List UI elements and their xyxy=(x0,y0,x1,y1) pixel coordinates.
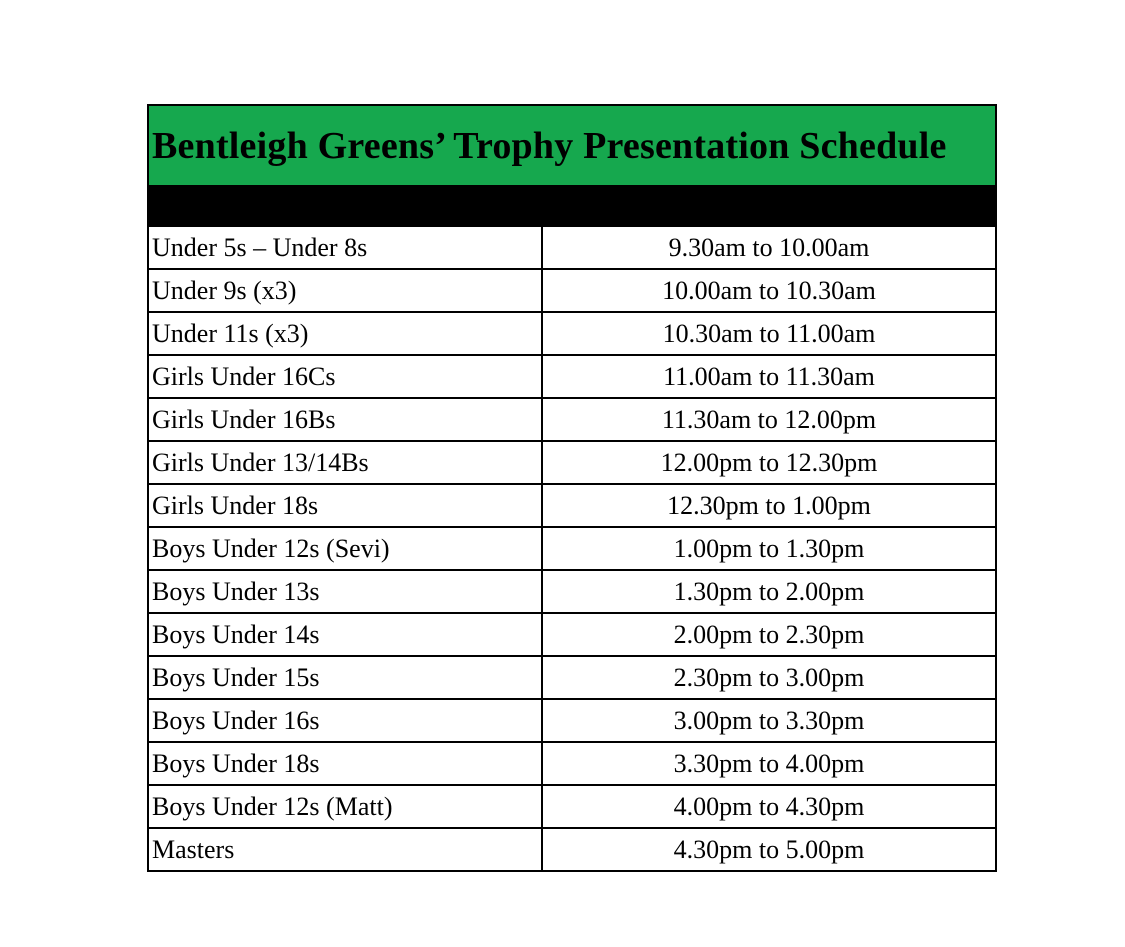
table-row xyxy=(149,311,995,354)
table-row xyxy=(149,227,995,268)
group-cell: Girls Under 18s xyxy=(149,485,543,526)
table-row xyxy=(149,268,995,311)
table-row xyxy=(149,698,995,741)
time-cell: 11.00am to 11.30am xyxy=(663,362,875,391)
time-cell: 2.30pm to 3.00pm xyxy=(673,663,865,692)
table-row xyxy=(149,526,995,569)
group-cell: Boys Under 16s xyxy=(149,700,543,741)
group-cell: Girls Under 16Bs xyxy=(149,399,543,440)
group-cell: Under 9s (x3) xyxy=(149,270,543,311)
group-cell: Boys Under 14s xyxy=(149,614,543,655)
time-cell: 11.30am to 12.00pm xyxy=(661,405,877,434)
table-row xyxy=(149,655,995,698)
group-cell: Girls Under 16Cs xyxy=(149,356,543,397)
group-cell: Boys Under 18s xyxy=(149,743,543,784)
table-row xyxy=(149,741,995,784)
time-cell: 1.30pm to 2.00pm xyxy=(673,577,865,606)
time-cell: 9.30am to 10.00am xyxy=(668,233,870,262)
schedule-rows xyxy=(149,227,995,870)
time-cell: 4.00pm to 4.30pm xyxy=(673,792,865,821)
group-cell: Boys Under 15s xyxy=(149,657,543,698)
group-cell: Masters xyxy=(149,829,543,870)
table-row xyxy=(149,612,995,655)
time-cell: 1.00pm to 1.30pm xyxy=(673,534,865,563)
time-cell: 3.30pm to 4.00pm xyxy=(673,749,865,778)
table-row xyxy=(149,569,995,612)
time-cell: 12.00pm to 12.30pm xyxy=(660,448,878,477)
time-cell: 3.00pm to 3.30pm xyxy=(673,706,865,735)
table-row xyxy=(149,483,995,526)
table-row xyxy=(149,827,995,870)
header-bar xyxy=(149,187,995,227)
table-row xyxy=(149,354,995,397)
group-cell: Boys Under 12s (Matt) xyxy=(149,786,543,827)
table-row xyxy=(149,784,995,827)
time-cell: 10.00am to 10.30am xyxy=(662,276,876,305)
title-bar xyxy=(149,106,995,187)
time-cell: 2.00pm to 2.30pm xyxy=(673,620,865,649)
group-cell: Boys Under 12s (Sevi) xyxy=(149,528,543,569)
group-cell: Girls Under 13/14Bs xyxy=(149,442,543,483)
time-cell: 10.30am to 11.00am xyxy=(662,319,876,348)
table-row xyxy=(149,440,995,483)
table-row xyxy=(149,397,995,440)
group-cell: Under 5s – Under 8s xyxy=(149,227,543,268)
schedule-table xyxy=(147,104,997,872)
group-cell: Under 11s (x3) xyxy=(149,313,543,354)
time-cell: 12.30pm to 1.00pm xyxy=(667,491,871,520)
group-cell: Boys Under 13s xyxy=(149,571,543,612)
page-title: Bentleigh Greens’ Trophy Presentation Schedule xyxy=(152,124,947,167)
time-cell: 4.30pm to 5.00pm xyxy=(673,835,865,864)
